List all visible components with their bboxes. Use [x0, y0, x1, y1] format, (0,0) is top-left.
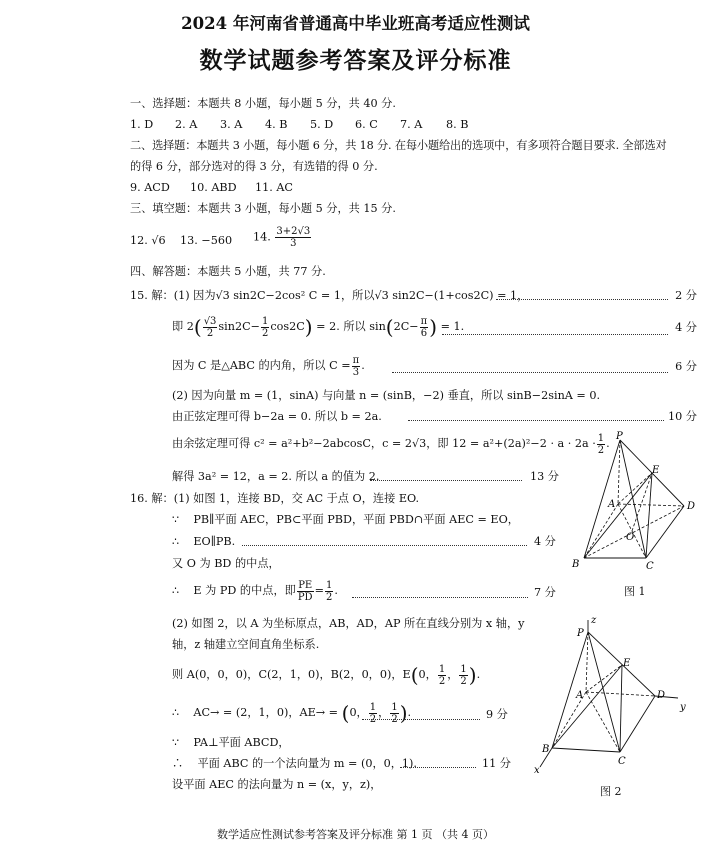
q16-line6: (2) 如图 2，以 A 为坐标原点，AB，AD，AP 所在直线分别为 x 轴，y	[172, 617, 525, 630]
label-A: A	[576, 690, 584, 701]
label-B: B	[572, 559, 580, 570]
edge-AC	[586, 692, 620, 752]
label-D: D	[687, 501, 696, 512]
leader-dots	[242, 545, 527, 546]
q16-line2: ∵ PB∥平面 AEC，PB⊂平面 PBD，平面 PBD∩平面 AEC = EO，	[172, 513, 519, 526]
label-P: P	[616, 431, 623, 442]
q16-line9: ∴ AC→ = (2，1，0)，AE→ = (0， $\frac{1}{2}$ ， $\frac{1}{2}$ ).	[172, 701, 412, 725]
label-C: C	[618, 756, 626, 767]
part1-answer: 3. A	[220, 118, 243, 131]
figure-2-coordinate-pyramid	[530, 612, 700, 777]
edge-BE	[584, 473, 652, 558]
label-B: B	[542, 744, 550, 755]
q16-score3: 4 分	[534, 535, 556, 548]
label-E: E	[652, 465, 660, 476]
q15-score5: 10 分	[668, 410, 697, 423]
edge-BC	[552, 748, 620, 752]
q15-line5: 由正弦定理可得 b−2a = 0. 所以 b = 2a.	[172, 410, 382, 423]
edge-AD	[618, 504, 684, 506]
leader-dots	[496, 299, 668, 300]
part4-heading: 四、解答题：本题共 5 小题，共 77 分.	[130, 265, 326, 278]
edge-CD	[620, 696, 655, 752]
page-footer: 数学适应性测试参考答案及评分标准 第 1 页 （共 4 页）	[217, 828, 494, 841]
label-x: x	[534, 765, 540, 776]
label-z: z	[591, 615, 597, 626]
label-O: O	[626, 532, 635, 543]
edge-AE	[586, 665, 622, 692]
q16-line12: 设平面 AEC 的法向量为 n = (x，y，z)，	[172, 778, 382, 791]
part3-answer-12: 12. √6	[130, 234, 166, 247]
part1-heading: 一、选择题：本题共 8 小题，每小题 5 分，共 40 分.	[130, 97, 396, 110]
q15-line3: 因为 C 是△ABC 的内角，所以 C = $\frac{\pi}{3}$ .	[172, 354, 365, 378]
q15-line1: 15. 解：(1) 因为√3 sin2C−2cos² C = 1，所以√3 sin2C−(1+cos2C) = 1，	[130, 289, 529, 302]
part1-answer: 6. C	[355, 118, 378, 131]
edge-BE	[552, 665, 622, 748]
q15-line2: 即 2( $\frac{√3}{2}$ sin2C− $\frac{1}{2}$ cos2C) = 2. 所以 sin(2C− $\frac{\pi}{6}$ ) = 1.	[172, 315, 465, 339]
q15-score7: 13 分	[530, 470, 559, 483]
q16-score11: 11 分	[482, 757, 511, 770]
q16-line11: ∴ 平面 ABC 的一个法向量为 m = (0，0，1).	[172, 757, 417, 770]
page-subtitle: 数学试题参考答案及评分标准	[199, 47, 512, 74]
part2-answer: 9. ACD	[130, 181, 170, 194]
figure-2-caption: 图 2	[600, 785, 622, 798]
q16-score9: 9 分	[486, 708, 508, 721]
edge-PA	[586, 632, 588, 692]
part1-answer: 7. A	[400, 118, 423, 131]
part2-answer: 11. AC	[255, 181, 293, 194]
q15-score3: 6 分	[675, 360, 697, 373]
q15-score2: 4 分	[675, 321, 697, 334]
label-D: D	[657, 690, 666, 701]
part3-answer-14: 14. $\frac{3+2√3}{3}$	[253, 226, 311, 249]
label-P: P	[577, 628, 584, 639]
part3-answer-13: 13. −560	[180, 234, 233, 247]
q15-line7: 解得 3a² = 12，a = 2. 所以 a 的值为 2.	[172, 470, 380, 483]
q16-line5: ∴ E 为 PD 的中点，即 $\frac{PE}{PD}$ = $\frac{1}{2}$ .	[172, 579, 338, 603]
q15-score1: 2 分	[675, 289, 697, 302]
leader-dots	[352, 597, 528, 598]
part1-answer: 5. D	[310, 118, 334, 131]
part1-answer: 1. D	[130, 118, 154, 131]
part1-answer: 2. A	[175, 118, 198, 131]
edge-PA	[618, 440, 620, 504]
q16-line1: 16. 解：(1) 如图 1，连接 BD，交 AC 于点 O，连接 EO.	[130, 492, 420, 505]
edge-CE	[620, 665, 622, 752]
leader-dots	[400, 767, 476, 768]
part1-answer: 4. B	[265, 118, 288, 131]
q16-line4: 又 O 为 BD 的中点，	[172, 557, 280, 570]
label-A: A	[608, 499, 616, 510]
edge-CD	[646, 506, 684, 558]
leader-dots	[392, 372, 668, 373]
edge-AB	[584, 504, 618, 558]
q16-line8: 则 A(0，0，0)，C(2，1，0)，B(2，0，0)，E(0， $\frac{1}{2}$ ， $\frac{1}{2}$ ).	[172, 663, 481, 687]
part2-heading-line2: 的得 6 分，部分选对的得 3 分，有选错的得 0 分.	[130, 160, 378, 173]
q15-line4: (2) 因为向量 m = (1，sinA) 与向量 n = (sinB，−2) 垂直，所以 sinB−2sinA = 0.	[172, 389, 601, 402]
edge-CE	[646, 473, 652, 558]
leader-dots	[362, 719, 480, 720]
q16-line3: ∴ EO∥PB.	[172, 535, 236, 548]
leader-dots	[408, 420, 664, 421]
q16-score5: 7 分	[534, 586, 556, 599]
q16-line7: 轴，z 轴建立空间直角坐标系.	[172, 638, 320, 651]
q15-line6: 由余弦定理可得 c² = a²+b²−2abcosC，c = 2√3，即 12 = a²+(2a)²−2 · a · 2a · $\frac{1}{2}$ .	[172, 432, 610, 456]
label-E: E	[623, 658, 631, 669]
leader-dots	[370, 480, 522, 481]
page-title: 2024 年河南省普通高中毕业班高考适应性测试	[181, 14, 530, 33]
part1-answer: 8. B	[446, 118, 469, 131]
figure-1-caption: 图 1	[624, 585, 646, 598]
q16-line10: ∵ PA⊥平面 ABCD，	[172, 736, 290, 749]
label-y: y	[680, 702, 686, 713]
part3-heading: 三、填空题：本题共 3 小题，每小题 5 分，共 15 分.	[130, 202, 396, 215]
label-C: C	[646, 561, 654, 572]
part2-heading-line1: 二、选择题：本题共 3 小题，每小题 6 分，共 18 分. 在每小题给出的选项中，有多项符合题目要求. 全部选对	[130, 139, 667, 152]
leader-dots	[442, 334, 668, 335]
figure-1-pyramid	[566, 430, 706, 575]
part2-answer: 10. ABD	[190, 181, 237, 194]
